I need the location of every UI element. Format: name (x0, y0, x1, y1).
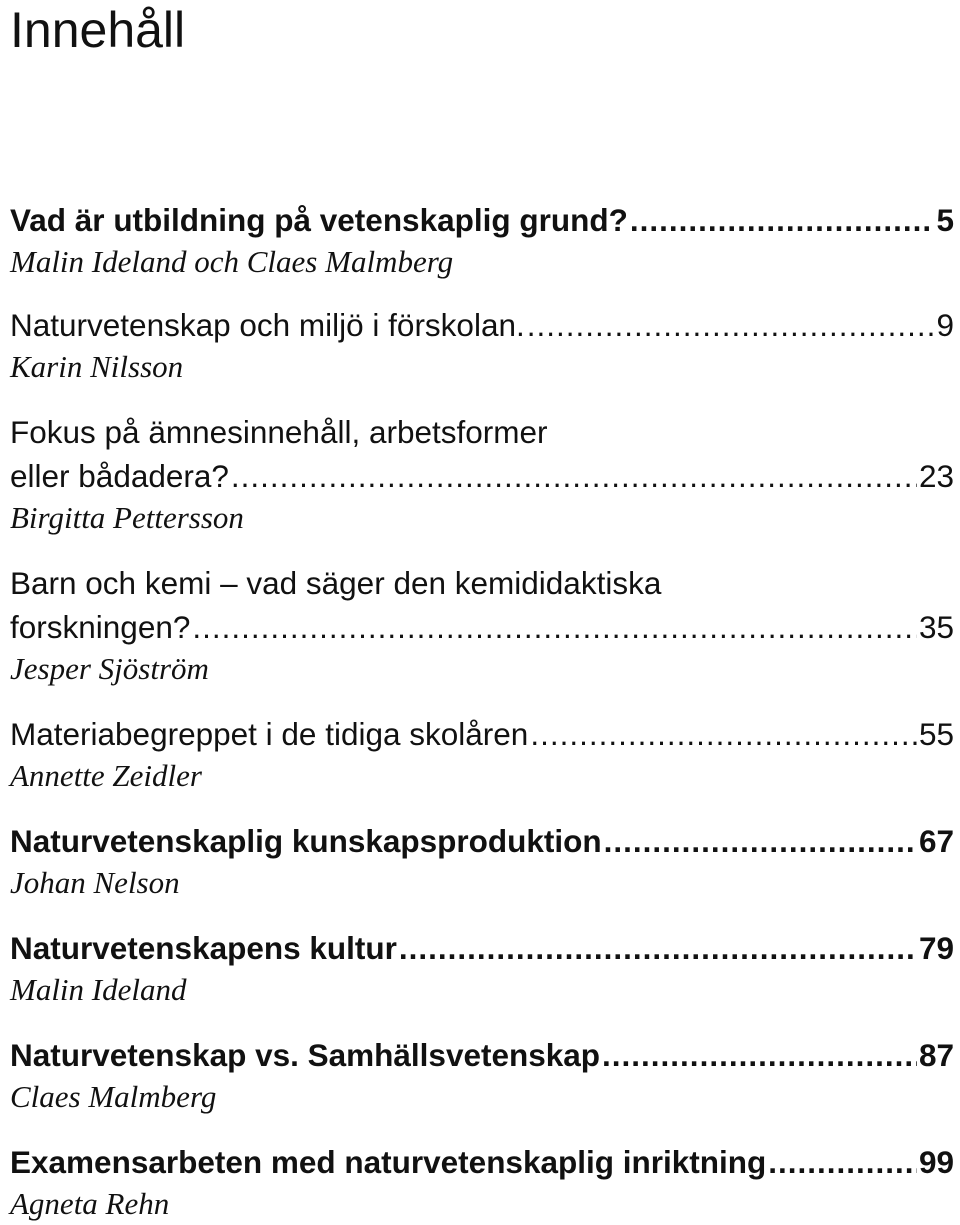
toc-entry-title-row (10, 454, 954, 498)
toc-entry-author: Annette Zeidler (10, 758, 202, 793)
toc-entry-title: Barn och kemi – vad säger den kemididaktiska (10, 565, 662, 601)
toc-entry-title: Fokus på ämnesinnehåll, arbetsformer (10, 414, 548, 450)
page-title: Innehåll (10, 2, 186, 58)
toc-page-number: 35 (918, 609, 954, 645)
toc-page-number: 55 (918, 716, 954, 752)
toc-entry-title: Materiabegreppet i de tidiga skolåren (10, 716, 529, 752)
toc-entry-title: Naturvetenskapens kultur (10, 930, 397, 966)
toc-entry-author: Jesper Sjöström (10, 651, 209, 686)
dot-leader (530, 712, 917, 756)
toc-page-number: 87 (918, 1037, 954, 1073)
toc-entry-author: Birgitta Pettersson (10, 500, 244, 535)
toc-entry[interactable] (10, 926, 954, 1010)
toc-page-number: 9 (936, 307, 954, 343)
toc-entry-author: Claes Malmberg (10, 1079, 217, 1114)
toc-entry-author: Malin Ideland (10, 972, 187, 1007)
toc-entry[interactable] (10, 819, 954, 903)
toc-entry-title-row (10, 926, 954, 970)
dot-leader (604, 819, 917, 863)
toc-entry-author: Karin Nilsson (10, 349, 184, 384)
dot-leader (231, 454, 917, 498)
toc-page-number: 79 (918, 930, 954, 966)
toc-entry-title: Examensarbeten med naturvetenskaplig inriktning (10, 1144, 767, 1180)
toc-entry-title: Naturvetenskap vs. Samhällsvetenskap (10, 1037, 601, 1073)
dot-leader (192, 605, 917, 649)
toc-entry[interactable] (10, 198, 954, 282)
toc-entry-author: Johan Nelson (10, 865, 180, 900)
toc-entry-author: Agneta Rehn (10, 1186, 170, 1221)
dot-leader (527, 303, 935, 347)
toc-page-number: 67 (918, 823, 954, 859)
toc-entry-title-continued: forskningen? (10, 609, 191, 645)
toc-entry[interactable] (10, 410, 954, 538)
toc-page-number: 23 (918, 458, 954, 494)
toc-entry-title-row (10, 712, 954, 756)
toc-page-number: 99 (918, 1144, 954, 1180)
dot-leader (399, 926, 917, 970)
toc-entry-title-row (10, 303, 954, 347)
toc-entry-title-row (10, 198, 954, 242)
toc-entry-title-row (10, 819, 954, 863)
toc-entry[interactable] (10, 303, 954, 387)
toc-entry-title-row (10, 1033, 954, 1077)
toc-entry-title-continued: eller bådadera? (10, 458, 229, 494)
dot-leader (630, 198, 935, 242)
toc-entry-title-row (10, 605, 954, 649)
toc-entry[interactable] (10, 561, 954, 689)
table-of-contents (10, 198, 954, 1224)
dot-leader (768, 1140, 917, 1184)
toc-entry-title-row (10, 1140, 954, 1184)
toc-entry-author: Malin Ideland och Claes Malmberg (10, 244, 454, 279)
toc-entry[interactable] (10, 1033, 954, 1117)
toc-entry-title: Naturvetenskap och miljö i förskolan. (10, 307, 525, 343)
toc-entry-title: Vad är utbildning på vetenskaplig grund? (10, 202, 628, 238)
toc-entry[interactable] (10, 1140, 954, 1224)
toc-entry[interactable] (10, 712, 954, 796)
toc-entry-title: Naturvetenskaplig kunskapsproduktion (10, 823, 602, 859)
toc-page-number: 5 (936, 202, 954, 238)
dot-leader (602, 1033, 917, 1077)
